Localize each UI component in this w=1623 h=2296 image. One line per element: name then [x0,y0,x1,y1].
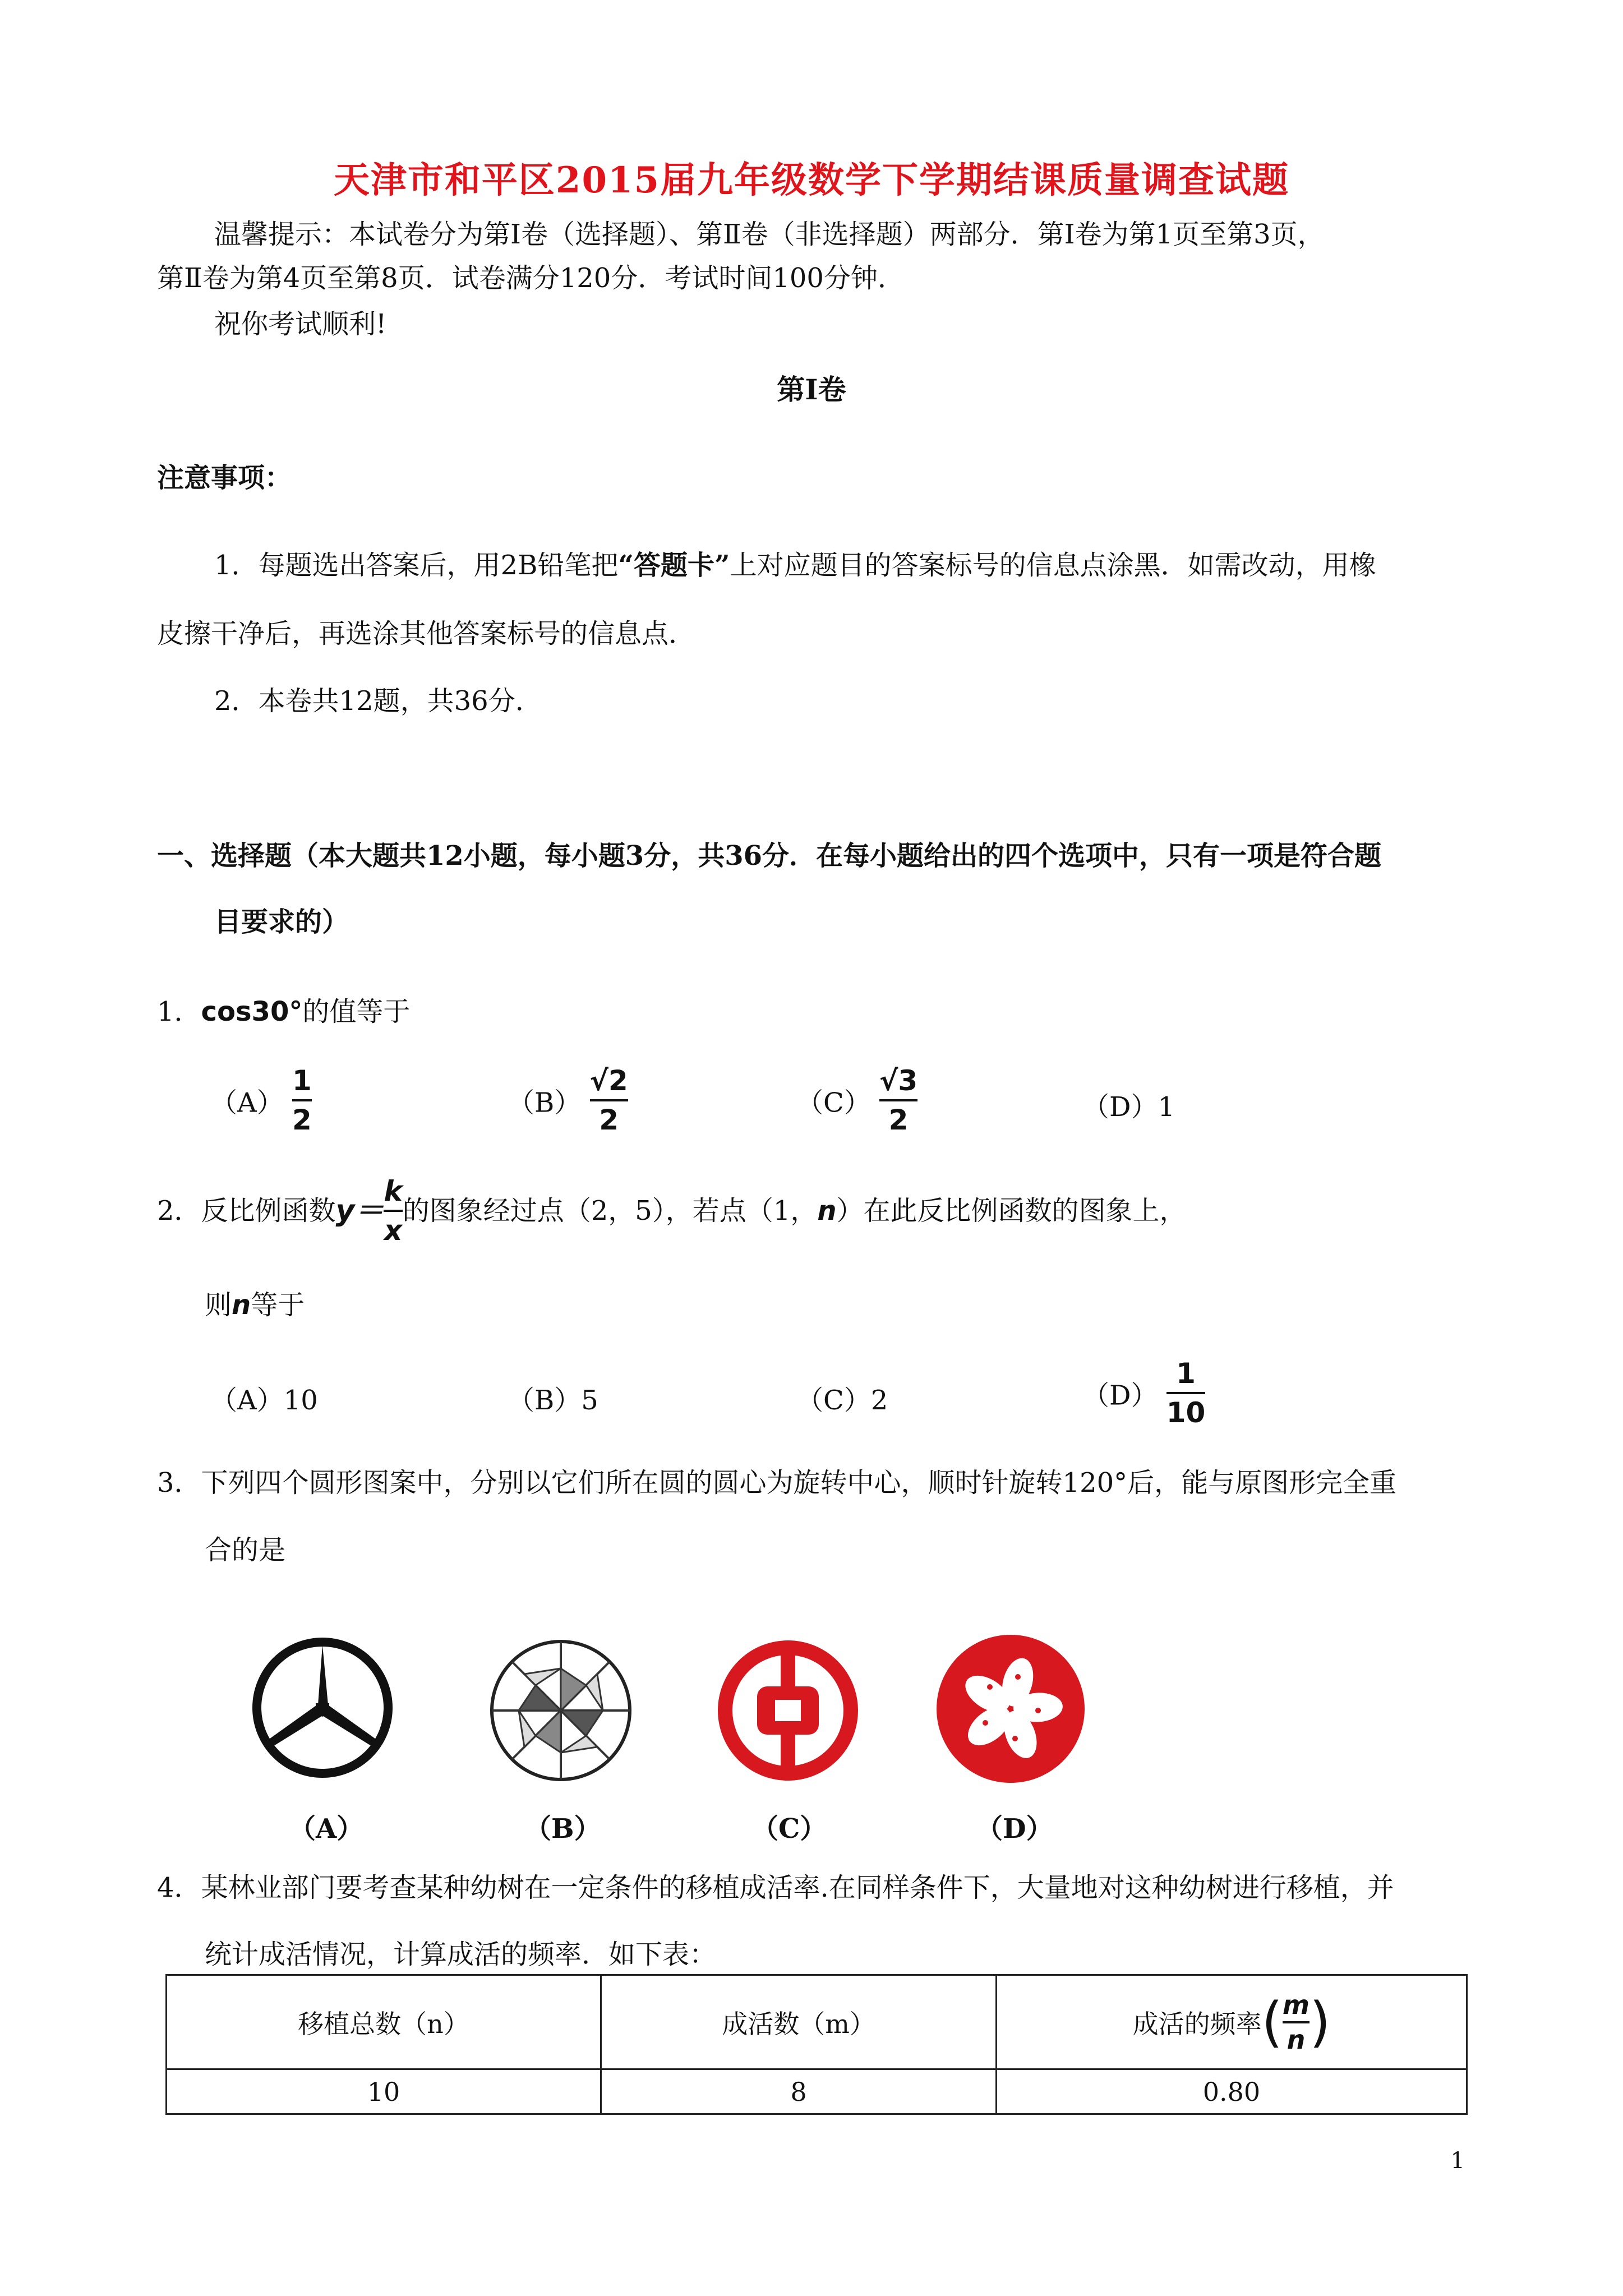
figure-label-b: （B） [524,1813,601,1845]
question-1-expr: cos30° [201,996,303,1027]
question-2-line-2-var: n [232,1289,251,1321]
q2-option-c-label: （C） [796,1385,871,1416]
question-2-line-2-post: 等于 [251,1289,305,1321]
question-2-var: n [817,1195,837,1227]
question-1-text: 的值等于 [302,996,411,1027]
q2-option-a-label: （A） [210,1385,284,1416]
table-header-frequency-num: m [1283,1989,1310,2020]
figure-label-c: （C） [751,1813,827,1845]
question-3-line-2: 合的是 [205,1534,286,1566]
q2-option-d-num: 1 [1176,1357,1196,1390]
q1-option-c-label: （C） [796,1087,871,1119]
q1-option-d-value: 1 [1158,1091,1175,1123]
q1-option-a-num: 1 [292,1064,312,1097]
table-header-frequency-fraction [1283,1991,1310,2054]
q1-option-c-num: √3 [879,1064,918,1097]
question-4: 4．某林业部门要考查某种幼树在一定条件的移植成活率.在同样条件下，大量地对这种幼树进行移植，并 [157,1872,1394,1903]
question-2 [157,1175,1187,1247]
q2-option-b-label: （B） [508,1385,582,1416]
page-number: 1 [1450,2148,1465,2174]
q1-option-b[interactable] [508,1064,628,1136]
volume-title: 第Ⅰ卷 [777,373,846,406]
table-header-frequency-den: n [1287,2024,1306,2055]
logo-c-bank-icon[interactable] [712,1635,864,1786]
q2-option-d-den: 10 [1166,1396,1206,1429]
tip-line-1: 温馨提示：本试卷分为第Ⅰ卷（选择题）、第Ⅱ卷（非选择题）两部分．第Ⅰ卷为第1页至第3页， [214,219,1325,250]
q1-option-d[interactable] [1082,1085,1175,1124]
notice-item-1-bold: “答题卡” [618,550,730,581]
question-2-line-2-pre: 则 [205,1289,232,1321]
q1-option-a-fraction [292,1064,312,1136]
wish-text: 祝你考试顺利! [214,308,387,340]
tip-line-2: 第Ⅱ卷为第4页至第8页．试卷满分120分．考试时间100分钟． [157,262,905,294]
table-cell-frequency: 0.80 [997,2069,1467,2114]
survival-table [165,1974,1468,2115]
question-2-lhs: y＝ [335,1194,384,1228]
notice-item-1-line-2: 皮擦干净后，再选涂其他答案标号的信息点． [157,618,696,649]
notice-item-1-pre: 1．每题选出答案后，用2B铅笔把 [214,550,619,581]
logo-d-bauhinia-icon[interactable] [934,1632,1088,1786]
q1-option-a[interactable] [210,1064,312,1136]
table-header-row [167,1975,1467,2069]
section-1-heading-line-2: 目要求的） [214,906,349,938]
question-2-mid: 的图象经过点（2，5），若点（1， [402,1195,818,1227]
table-cell-survived: 8 [601,2069,997,2114]
figure-label-d: （D） [976,1813,1053,1845]
table-header-total: 移植总数（n） [167,1975,601,2069]
table-cell-total: 10 [167,2069,601,2114]
table-header-frequency: 成活的频率( $\frac{m}{n}$ ) [997,1975,1467,2069]
q2-option-a-value: 10 [283,1385,318,1416]
notice-item-1-post: 上对应题目的答案标号的信息点涂黑．如需改动，用橡 [730,550,1376,581]
q1-option-a-label: （A） [210,1087,284,1119]
notice-item-1 [214,548,1376,582]
q2-option-b-value: 5 [581,1385,598,1416]
q1-option-b-den: 2 [599,1104,619,1136]
q2-option-d-label: （D） [1082,1380,1158,1412]
question-2-den: x [384,1214,403,1247]
q2-option-d-fraction [1166,1357,1206,1429]
q1-option-d-label: （D） [1082,1091,1158,1123]
notice-title: 注意事项： [157,462,292,494]
q1-option-c[interactable] [796,1064,917,1136]
page-title: 天津市和平区2015届九年级数学下学期结课质量调查试题 [333,159,1290,201]
question-1 [157,995,410,1029]
q1-option-a-den: 2 [292,1104,312,1136]
question-4-line-2: 统计成活情况，计算成活的频率．如下表： [205,1939,717,1970]
question-2-post: ）在此反比例函数的图象上， [836,1195,1187,1227]
section-1-heading: 一、选择题（本大题共12小题，每小题3分，共36分．在每小题给出的四个选项中，只有一项是符合题 [157,840,1381,872]
notice-item-2: 2．本卷共12题，共36分． [214,685,542,717]
question-2-pre: 2．反比例函数 [157,1195,336,1227]
figure-label-a: （A） [289,1813,364,1845]
q2-option-c[interactable] [796,1378,888,1417]
q2-option-b[interactable] [508,1378,598,1417]
question-2-fraction [384,1175,402,1247]
q1-option-b-fraction [590,1064,628,1136]
q2-option-c-value: 2 [870,1385,888,1416]
question-2-line-2 [205,1288,305,1322]
q2-option-a[interactable] [210,1378,318,1417]
logo-a-star-icon[interactable] [250,1635,395,1781]
q1-option-b-label: （B） [508,1087,582,1119]
table-header-survived: 成活数（m） [601,1975,997,2069]
question-3: 3．下列四个圆形图案中，分别以它们所在圆的圆心为旋转中心，顺时针旋转120°后，能与原图形完全重 [157,1467,1397,1499]
question-2-num: k [384,1175,403,1207]
q1-option-b-num: √2 [589,1064,628,1097]
q2-option-d[interactable] [1082,1357,1205,1429]
logo-b-pinwheel-icon[interactable] [485,1635,637,1786]
q1-option-c-den: 2 [888,1104,909,1136]
table-header-frequency-label: 成活的频率 [1132,2008,1262,2039]
table-row [167,2069,1467,2114]
question-1-number: 1． [157,996,201,1027]
q1-option-c-fraction [879,1064,917,1136]
